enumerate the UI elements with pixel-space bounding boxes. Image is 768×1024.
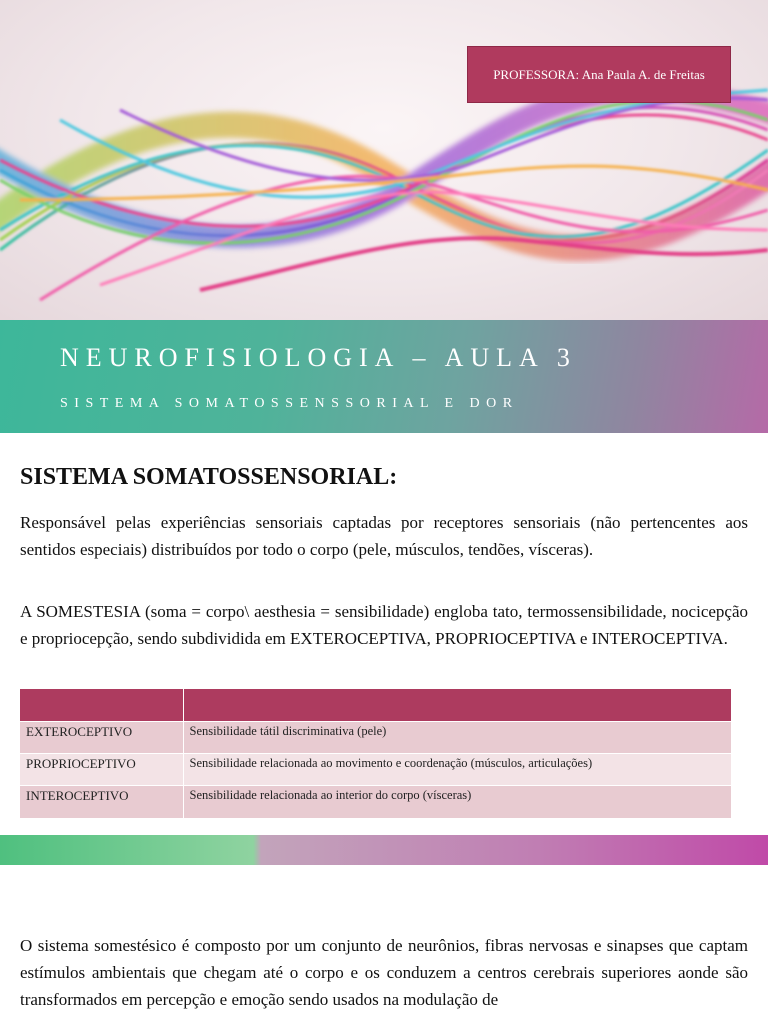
table-cell-type: INTEROCEPTIVO xyxy=(20,786,183,818)
table-row xyxy=(20,754,731,786)
table-cell-type: PROPRIOCEPTIVO xyxy=(20,754,183,786)
paragraph-2: A SOMESTESIA (soma = corpo\ aesthesia = sensibilidade) engloba tato, termossensibilidade, nocicepção e propriocepção, sendo subdividida em EXTEROCEPTIVA, PROPRIOCEPTIVA e INTEROCEPTIVA. xyxy=(20,602,748,648)
table-header-cell xyxy=(183,689,731,722)
presentation-subtitle: SISTEMA SOMATOSSENSSORIAL E DOR xyxy=(60,396,519,411)
table-row xyxy=(20,722,731,754)
hero-image xyxy=(0,0,768,320)
table-cell-description: Sensibilidade relacionada ao interior do corpo (vísceras) xyxy=(183,786,731,818)
table-cell-description: Sensibilidade relacionada ao movimento e coordenação (músculos, articulações) xyxy=(183,754,731,786)
professor-label-box xyxy=(467,46,731,103)
presentation-title: NEUROFISIOLOGIA – AULA 3 xyxy=(60,343,577,372)
table-cell-description: Sensibilidade tátil discriminativa (pele) xyxy=(183,722,731,754)
gradient-divider xyxy=(0,835,768,865)
professor-label: PROFESSORA: Ana Paula A. de Freitas xyxy=(493,66,705,82)
somesthesia-table xyxy=(20,689,732,818)
table-header-row xyxy=(20,689,731,722)
table-row xyxy=(20,786,731,818)
section-heading: SISTEMA SOMATOSSENSORIAL: xyxy=(20,464,398,490)
paragraph-1: Responsável pelas experiências sensoriais captadas por receptores sensoriais (não pertencentes aos sentidos especiais) distribuídos por todo o corpo (pele, músculos, tendões, vísceras). xyxy=(20,513,748,559)
paragraph-3: O sistema somestésico é composto por um conjunto de neurônios, fibras nervosas e sinapses que captam estímulos ambientais que chegam até o corpo e os conduzem a centros cerebrais superiores aonde são transformados em percepção e emoção sendo usados na modulação de xyxy=(20,936,748,1009)
table-cell-type: EXTEROCEPTIVO xyxy=(20,722,183,754)
table-header-cell xyxy=(20,689,183,722)
title-band xyxy=(0,320,768,433)
